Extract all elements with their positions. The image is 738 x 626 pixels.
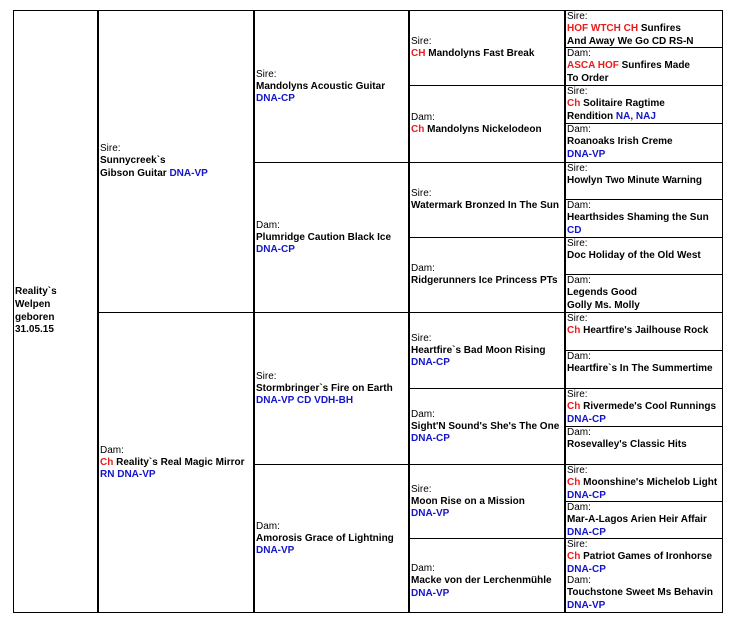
gen3-8-name: Macke von der Lerchenmühle — [411, 575, 552, 587]
gen4-5-name: Howlyn Two Minute Warning — [567, 175, 702, 186]
gen4-3-role: Sire: — [567, 86, 588, 97]
gen4-16-name: Touchstone Sweet Ms Behavin — [567, 587, 713, 598]
gen4-3-name-line1: Solitaire Ragtime — [583, 98, 665, 109]
gen3-5-health: DNA-CP — [411, 357, 450, 369]
sire-health: DNA-VP — [169, 167, 208, 179]
gen3-5-role: Sire: — [411, 332, 432, 344]
dam-name: Reality`s Real Magic Mirror — [116, 456, 245, 468]
gen3-6-role: Dam: — [411, 408, 435, 420]
gen4-11-health: DNA-CP — [567, 413, 606, 425]
gen4-8-name-line1: Legends Good — [567, 287, 637, 298]
sire-name-line2: Gibson Guitar — [100, 167, 167, 179]
gen4-13-name: Moonshine's Michelob Light — [583, 477, 718, 488]
gen4-cell-10 — [565, 350, 723, 389]
dam-health: RN DNA-VP — [100, 469, 156, 481]
gen3-cell-5 — [409, 312, 566, 389]
sire-name-line1: Sunnycreek`s — [100, 154, 166, 166]
sire-dam-role: Dam: — [256, 219, 280, 231]
gen3-3-role: Sire: — [411, 187, 432, 199]
gen4-16-health: DNA-VP — [567, 599, 606, 611]
gen4-1-title: HOF WTCH CH — [567, 23, 639, 34]
sire-dam-name: Plumridge Caution Black Ice — [256, 231, 392, 243]
gen4-13-title: Ch — [567, 477, 581, 488]
gen4-cell-13 — [565, 464, 723, 502]
gen4-cell-7 — [565, 237, 723, 275]
dam-sire-health: DNA-VP CD VDH-BH — [256, 395, 354, 407]
dam-sire-name: Stormbringer`s Fire on Earth — [256, 382, 393, 394]
gen4-cell-15 — [565, 538, 723, 576]
gen3-cell-1 — [409, 10, 566, 86]
gen3-7-name: Moon Rise on a Mission — [411, 495, 525, 507]
gen4-2-title: ASCA HOF — [567, 60, 619, 71]
gen3-2-role: Dam: — [411, 111, 435, 123]
gen4-6-name: Hearthsides Shaming the Sun — [567, 212, 709, 223]
gen4-11-title: Ch — [567, 401, 581, 412]
dam-cell — [98, 312, 255, 613]
gen3-cell-7 — [409, 464, 566, 539]
gen4-2-role: Dam: — [567, 48, 591, 59]
gen4-8-name-line2: Golly Ms. Molly — [567, 299, 640, 311]
gen4-cell-9 — [565, 312, 723, 351]
gen3-5-name: Heartfire`s Bad Moon Rising — [411, 344, 546, 356]
gen4-cell-11 — [565, 388, 723, 427]
gen4-1-name-line1: Sunfires — [640, 23, 681, 34]
gen3-2-title: Ch — [411, 123, 425, 135]
dam-dam-name: Amorosis Grace of Lightning — [256, 532, 394, 544]
gen4-cell-6 — [565, 199, 723, 238]
gen4-15-name: Patriot Games of Ironhorse — [583, 551, 713, 562]
gen4-cell-2 — [565, 47, 723, 86]
gen4-13-role: Sire: — [567, 465, 588, 476]
subject-cell — [13, 10, 99, 613]
dam-dam-cell — [254, 464, 410, 613]
dam-title: Ch — [100, 456, 114, 468]
gen4-5-role: Sire: — [567, 163, 588, 174]
gen4-10-role: Dam: — [567, 351, 591, 362]
gen4-16-role: Dam: — [567, 575, 591, 586]
gen3-7-health: DNA-VP — [411, 508, 450, 520]
gen3-6-name: Sight'N Sound's She's The One — [411, 420, 560, 432]
gen4-cell-8 — [565, 274, 723, 313]
gen3-cell-2 — [409, 85, 566, 163]
gen4-15-health: DNA-CP — [567, 563, 606, 575]
gen4-15-role: Sire: — [567, 539, 588, 550]
sire-sire-role: Sire: — [256, 68, 277, 80]
gen4-9-name: Heartfire's Jailhouse Rock — [583, 325, 709, 336]
gen4-6-role: Dam: — [567, 200, 591, 211]
gen4-15-title: Ch — [567, 551, 581, 562]
gen4-9-title: Ch — [567, 325, 581, 336]
gen4-9-role: Sire: — [567, 313, 588, 324]
gen4-11-name: Rivermede's Cool Runnings — [583, 401, 717, 412]
gen4-11-role: Sire: — [567, 389, 588, 400]
gen3-8-role: Dam: — [411, 563, 435, 575]
subject-name-line2: Welpen — [15, 298, 51, 310]
gen3-2-name: Mandolyns Nickelodeon — [427, 123, 542, 135]
gen3-cell-3 — [409, 162, 566, 238]
gen4-1-name-line2: And Away We Go CD RS-N — [567, 35, 694, 47]
sire-dam-cell — [254, 162, 410, 313]
subject-birthdate: geboren 31.05.15 — [15, 311, 55, 336]
sire-sire-cell — [254, 10, 410, 163]
gen4-cell-5 — [565, 162, 723, 200]
gen4-12-name: Rosevalley's Classic Hits — [567, 439, 687, 450]
dam-sire-role: Sire: — [256, 370, 277, 382]
gen3-cell-4 — [409, 237, 566, 313]
gen3-8-health: DNA-VP — [411, 588, 450, 599]
gen3-1-title: CH — [411, 47, 426, 59]
dam-sire-cell — [254, 312, 410, 465]
gen4-6-health: CD — [567, 224, 582, 236]
subject-name-line1: Reality`s — [15, 286, 57, 298]
gen4-2-name-line2: To Order — [567, 72, 609, 84]
gen4-1-role: Sire: — [567, 11, 588, 22]
gen4-cell-14 — [565, 501, 723, 539]
gen4-3-name-line2: Rendition — [567, 110, 614, 122]
gen3-4-name: Ridgerunners Ice Princess PTs — [411, 274, 558, 286]
gen4-cell-1 — [565, 10, 723, 48]
gen4-7-name: Doc Holiday of the Old West — [567, 250, 701, 261]
gen3-cell-8 — [409, 538, 566, 613]
gen4-cell-16 — [565, 575, 723, 613]
gen4-13-health: DNA-CP — [567, 489, 606, 501]
dam-role-label: Dam: — [100, 444, 124, 456]
sire-dam-health: DNA-CP — [256, 244, 295, 256]
gen3-4-role: Dam: — [411, 262, 435, 274]
gen4-3-health: NA, NAJ — [615, 110, 656, 122]
dam-dam-role: Dam: — [256, 520, 280, 532]
sire-role-label: Sire: — [100, 142, 121, 154]
gen4-4-name: Roanoaks Irish Creme — [567, 136, 673, 147]
gen3-1-role: Sire: — [411, 35, 432, 47]
gen4-4-health: DNA-VP — [567, 148, 606, 160]
gen4-12-role: Dam: — [567, 427, 591, 438]
gen4-cell-12 — [565, 426, 723, 465]
dam-dam-health: DNA-VP — [256, 545, 295, 557]
gen4-7-role: Sire: — [567, 238, 588, 249]
gen3-1-name: Mandolyns Fast Break — [428, 47, 535, 59]
gen4-10-name: Heartfire`s In The Summertime — [567, 363, 713, 374]
gen3-7-role: Sire: — [411, 483, 432, 495]
sire-sire-name: Mandolyns Acoustic Guitar — [256, 80, 386, 92]
sire-cell — [98, 10, 255, 313]
sire-sire-health: DNA-CP — [256, 93, 295, 105]
gen4-14-name: Mar-A-Lagos Arien Heir Affair — [567, 514, 707, 525]
gen4-2-name-line1: Sunfires Made — [621, 60, 690, 71]
gen4-cell-4 — [565, 123, 723, 163]
gen4-14-health: DNA-CP — [567, 526, 606, 538]
gen3-cell-6 — [409, 388, 566, 465]
gen4-8-role: Dam: — [567, 275, 591, 286]
gen4-3-title: Ch — [567, 98, 581, 109]
gen4-14-role: Dam: — [567, 502, 591, 513]
gen4-4-role: Dam: — [567, 124, 591, 135]
gen3-6-health: DNA-CP — [411, 433, 450, 445]
gen3-3-name: Watermark Bronzed In The Sun — [411, 199, 559, 211]
gen4-cell-3 — [565, 85, 723, 124]
